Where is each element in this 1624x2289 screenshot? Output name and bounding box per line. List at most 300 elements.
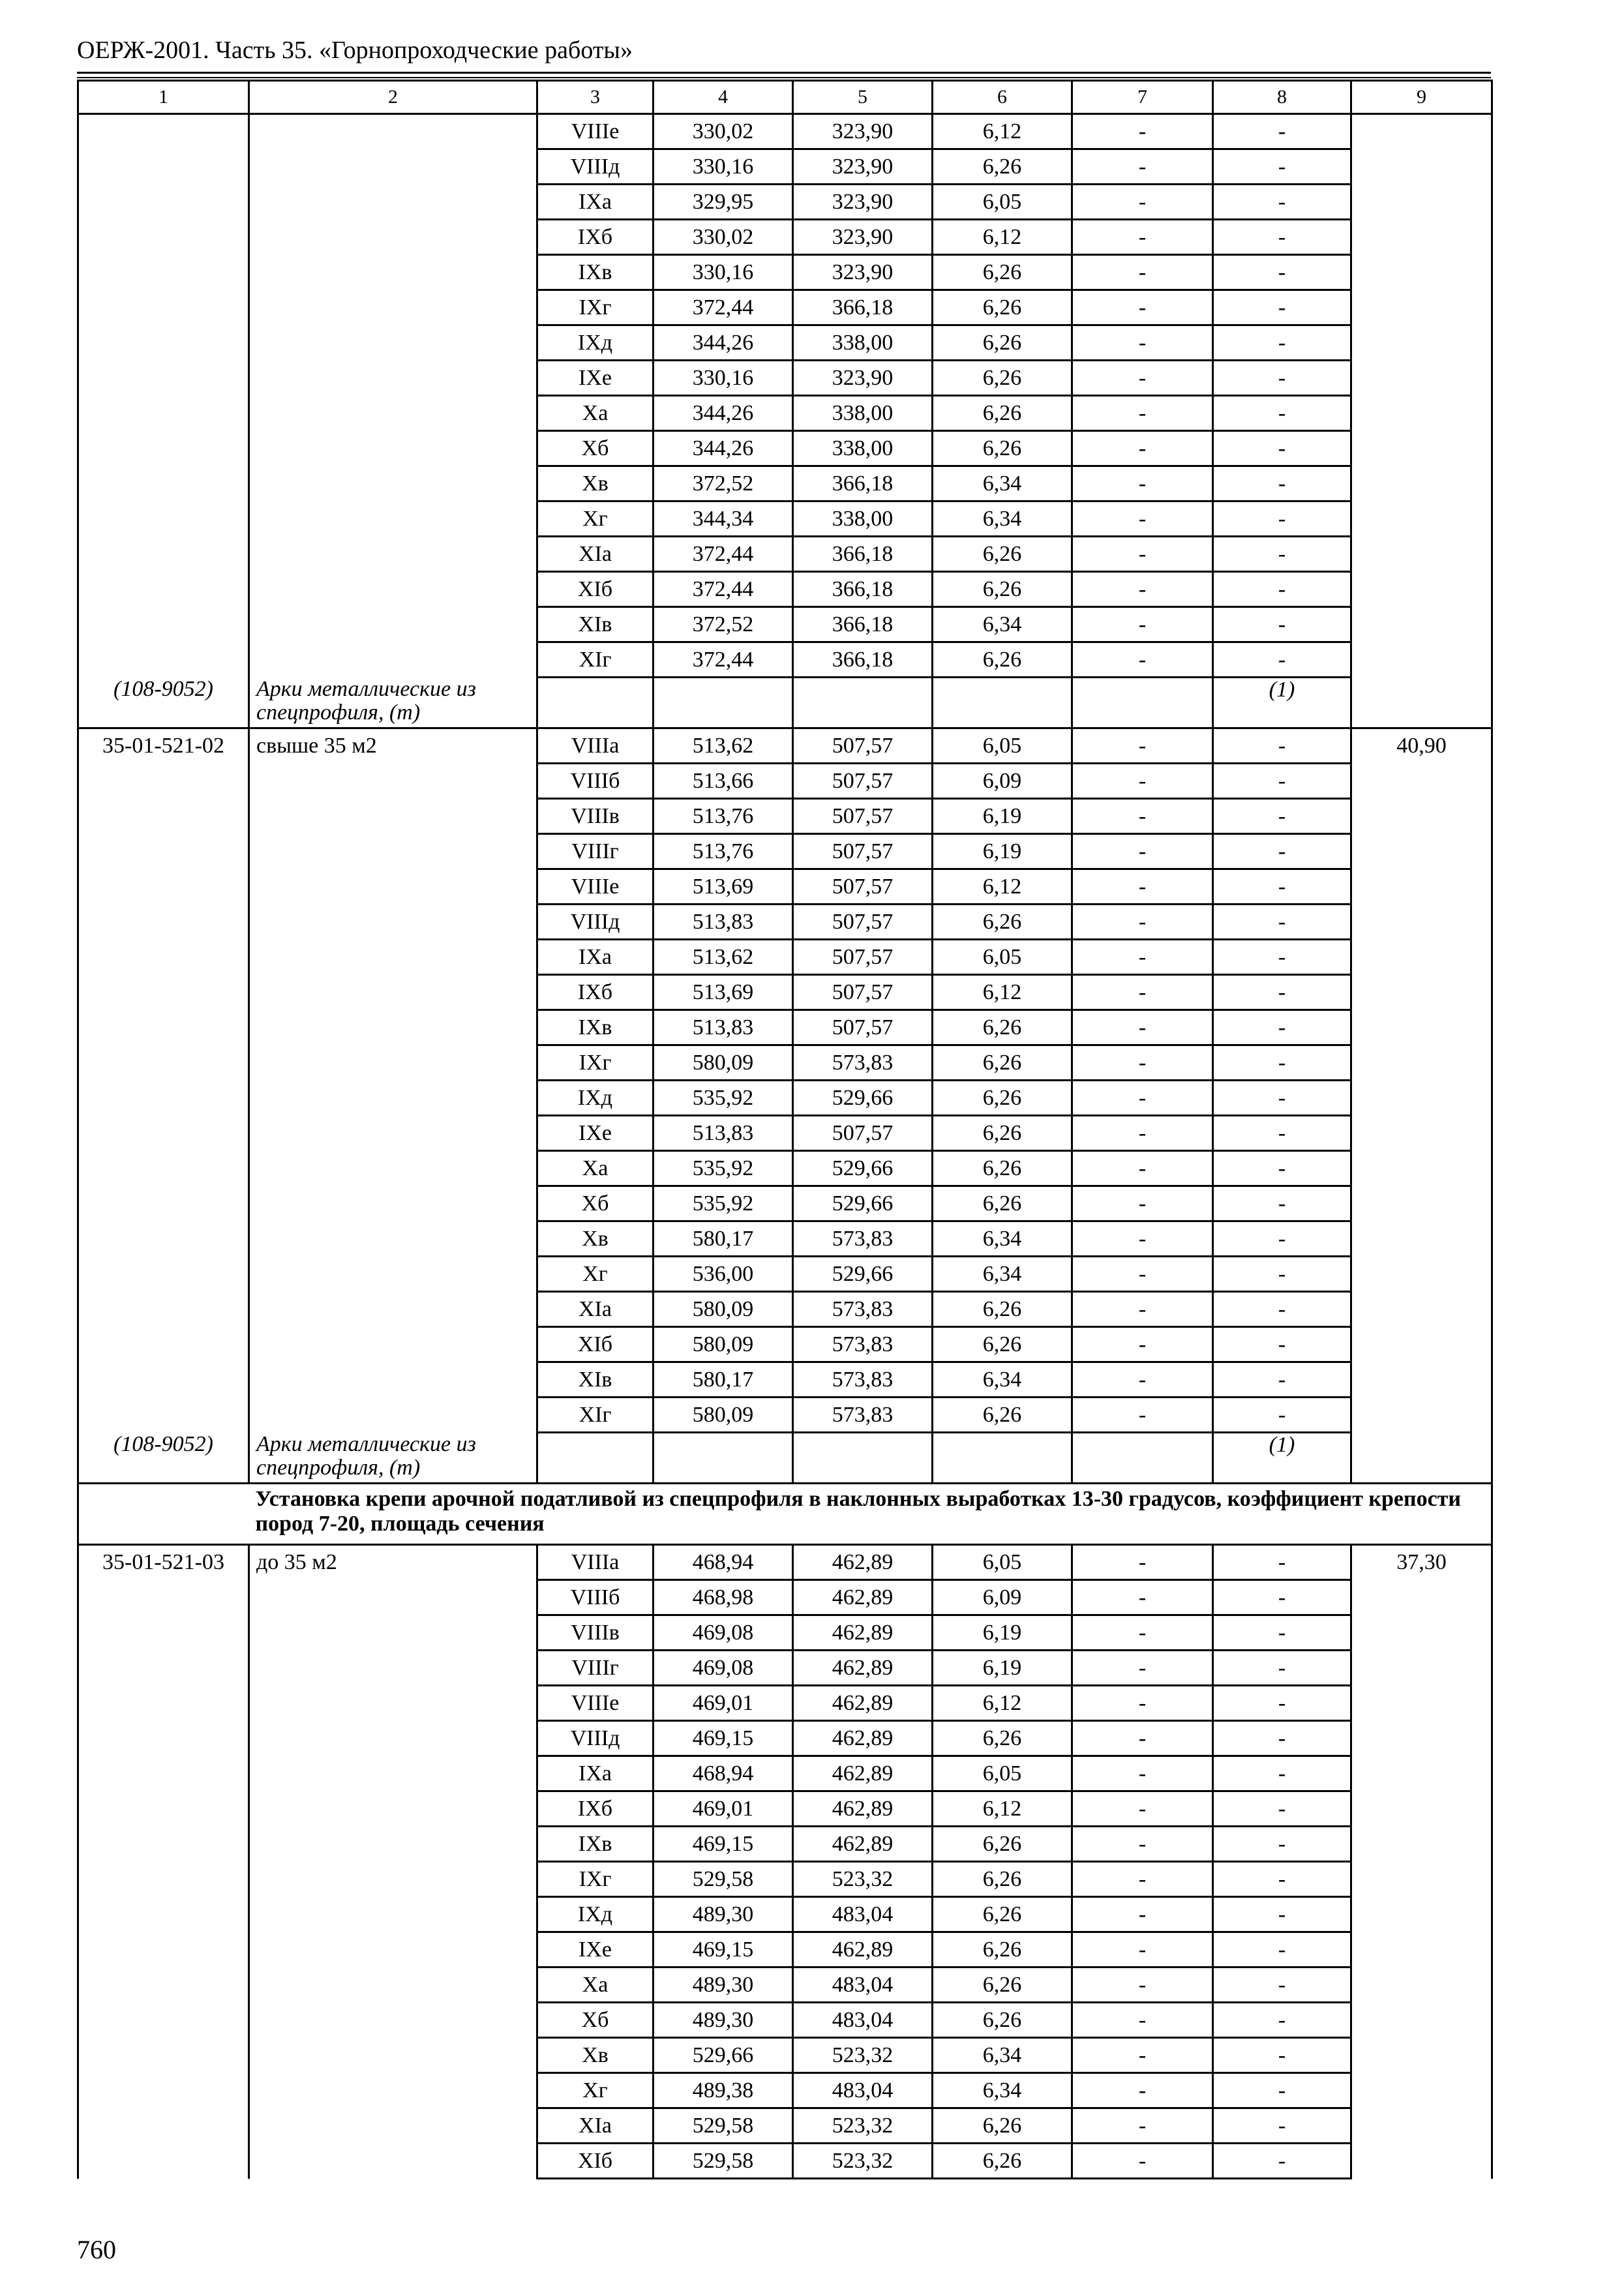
- class-cell: XIб: [537, 1327, 654, 1362]
- incl-wages-cell: -: [1072, 764, 1213, 799]
- incl-wages-cell: -: [1072, 1827, 1213, 1862]
- class-cell: XIа: [537, 537, 654, 572]
- wages-cell: 462,89: [793, 1545, 933, 1580]
- incl-wages-cell: -: [1072, 1686, 1213, 1721]
- class-cell: IXб: [537, 220, 654, 255]
- table-body: [78, 114, 1492, 2179]
- class-cell: XIб: [537, 2144, 654, 2179]
- machines-cell: 6,34: [933, 501, 1072, 537]
- column-header: 6: [933, 81, 1072, 114]
- class-cell: XIв: [537, 607, 654, 642]
- incl-wages-cell: -: [1072, 1721, 1213, 1756]
- incl-wages-cell: -: [1072, 2038, 1213, 2073]
- class-cell: Xг: [537, 1257, 654, 1292]
- machines-cell: 6,26: [933, 290, 1072, 325]
- class-cell: VIIIе: [537, 114, 654, 149]
- materials-cell: -: [1213, 1580, 1351, 1615]
- incl-wages-cell: -: [1072, 1292, 1213, 1327]
- column-header: 4: [654, 81, 793, 114]
- class-cell: Xа: [537, 1151, 654, 1186]
- machines-cell: 6,05: [933, 940, 1072, 975]
- total-cost-cell: 513,83: [654, 1116, 793, 1151]
- class-cell: XIб: [537, 572, 654, 607]
- incl-wages-cell: -: [1072, 572, 1213, 607]
- machines-cell: 6,26: [933, 905, 1072, 940]
- wages-cell: 462,89: [793, 1580, 933, 1615]
- materials-cell: -: [1213, 1116, 1351, 1151]
- incl-wages-cell: -: [1072, 1186, 1213, 1221]
- materials-cell: -: [1213, 1545, 1351, 1580]
- incl-wages-cell: -: [1072, 466, 1213, 501]
- total-cost-cell: 372,44: [654, 537, 793, 572]
- resource-empty-cell: [1072, 678, 1213, 728]
- machines-cell: 6,05: [933, 728, 1072, 764]
- total-cost-cell: 330,16: [654, 255, 793, 290]
- incl-wages-cell: -: [1072, 1362, 1213, 1398]
- machines-cell: 6,26: [933, 1862, 1072, 1897]
- resource-row: [78, 1433, 1492, 1484]
- total-cost-cell: 489,30: [654, 1967, 793, 2003]
- total-cost-cell: 580,09: [654, 1398, 793, 1433]
- machines-cell: 6,12: [933, 975, 1072, 1010]
- incl-wages-cell: -: [1072, 1010, 1213, 1045]
- class-cell: IXа: [537, 1756, 654, 1791]
- wages-cell: 462,89: [793, 1686, 933, 1721]
- total-cost-cell: 513,76: [654, 834, 793, 869]
- norm-code: 35-01-521-03: [78, 1545, 249, 2179]
- total-cost-cell: 580,17: [654, 1221, 793, 1257]
- machines-cell: 6,26: [933, 255, 1072, 290]
- incl-wages-cell: -: [1072, 1897, 1213, 1932]
- machines-cell: 6,26: [933, 1721, 1072, 1756]
- machines-cell: 6,19: [933, 1651, 1072, 1686]
- total-cost-cell: 469,08: [654, 1651, 793, 1686]
- machines-cell: 6,26: [933, 2108, 1072, 2144]
- materials-cell: -: [1213, 1186, 1351, 1221]
- materials-cell: -: [1213, 2038, 1351, 2073]
- machines-cell: 6,26: [933, 2003, 1072, 2038]
- wages-cell: 483,04: [793, 1897, 933, 1932]
- resource-code: (108-9052): [78, 1433, 249, 1484]
- incl-wages-cell: -: [1072, 869, 1213, 905]
- wages-cell: 573,83: [793, 1292, 933, 1327]
- wages-cell: 507,57: [793, 975, 933, 1010]
- wages-cell: 323,90: [793, 361, 933, 396]
- materials-cell: -: [1213, 537, 1351, 572]
- class-cell: IXв: [537, 255, 654, 290]
- total-cost-cell: 469,08: [654, 1615, 793, 1651]
- class-cell: IXе: [537, 1932, 654, 1967]
- machines-cell: 6,26: [933, 431, 1072, 466]
- wages-cell: 323,90: [793, 220, 933, 255]
- wages-cell: 338,00: [793, 501, 933, 537]
- wages-cell: 483,04: [793, 2003, 933, 2038]
- incl-wages-cell: -: [1072, 1116, 1213, 1151]
- materials-cell: -: [1213, 149, 1351, 185]
- total-cost-cell: 344,34: [654, 501, 793, 537]
- resource-empty-cell: [933, 678, 1072, 728]
- machines-cell: 6,26: [933, 1327, 1072, 1362]
- table-row: [78, 1545, 1492, 1580]
- wages-cell: 507,57: [793, 834, 933, 869]
- machines-cell: 6,19: [933, 834, 1072, 869]
- machines-cell: 6,34: [933, 2073, 1072, 2108]
- materials-cell: -: [1213, 1827, 1351, 1862]
- work-name: свыше 35 м2: [249, 728, 537, 1433]
- class-cell: XIа: [537, 1292, 654, 1327]
- column-header: 2: [249, 81, 537, 114]
- wages-cell: 523,32: [793, 2038, 933, 2073]
- wages-cell: 507,57: [793, 1116, 933, 1151]
- total-cost-cell: 469,01: [654, 1686, 793, 1721]
- class-cell: IXб: [537, 1791, 654, 1827]
- materials-cell: -: [1213, 1615, 1351, 1651]
- materials-cell: -: [1213, 290, 1351, 325]
- wages-cell: 462,89: [793, 1827, 933, 1862]
- column-header: 7: [1072, 81, 1213, 114]
- materials-cell: -: [1213, 396, 1351, 431]
- class-cell: VIIIв: [537, 799, 654, 834]
- total-cost-cell: 529,58: [654, 1862, 793, 1897]
- materials-cell: -: [1213, 1756, 1351, 1791]
- class-cell: IXа: [537, 940, 654, 975]
- incl-wages-cell: -: [1072, 1545, 1213, 1580]
- wages-cell: 366,18: [793, 642, 933, 678]
- total-cost-cell: 469,15: [654, 1932, 793, 1967]
- machines-cell: 6,26: [933, 1010, 1072, 1045]
- incl-wages-cell: -: [1072, 2108, 1213, 2144]
- class-cell: IXг: [537, 290, 654, 325]
- machines-cell: 6,26: [933, 1151, 1072, 1186]
- total-cost-cell: 468,98: [654, 1580, 793, 1615]
- materials-cell: -: [1213, 1151, 1351, 1186]
- materials-cell: -: [1213, 1862, 1351, 1897]
- column-header: 5: [793, 81, 933, 114]
- resource-value: (1): [1213, 678, 1351, 728]
- materials-cell: -: [1213, 1398, 1351, 1433]
- machines-cell: 6,26: [933, 642, 1072, 678]
- resource-empty-cell: [654, 1433, 793, 1484]
- incl-wages-cell: -: [1072, 114, 1213, 149]
- machines-cell: 6,26: [933, 1897, 1072, 1932]
- machines-cell: 6,34: [933, 2038, 1072, 2073]
- wages-cell: 507,57: [793, 799, 933, 834]
- column-header: 3: [537, 81, 654, 114]
- wages-cell: 573,83: [793, 1221, 933, 1257]
- incl-wages-cell: -: [1072, 220, 1213, 255]
- incl-wages-cell: -: [1072, 1221, 1213, 1257]
- incl-wages-cell: -: [1072, 2073, 1213, 2108]
- column-header: 8: [1213, 81, 1351, 114]
- machines-cell: 6,26: [933, 1398, 1072, 1433]
- wages-cell: 529,66: [793, 1186, 933, 1221]
- class-cell: IXб: [537, 975, 654, 1010]
- materials-cell: -: [1213, 1791, 1351, 1827]
- incl-wages-cell: -: [1072, 1151, 1213, 1186]
- wages-cell: 483,04: [793, 1967, 933, 2003]
- materials-cell: -: [1213, 361, 1351, 396]
- incl-wages-cell: -: [1072, 501, 1213, 537]
- total-cost-cell: 344,26: [654, 396, 793, 431]
- wages-cell: 323,90: [793, 255, 933, 290]
- materials-cell: -: [1213, 1081, 1351, 1116]
- header-rule: [77, 72, 1491, 74]
- incl-wages-cell: -: [1072, 642, 1213, 678]
- materials-cell: -: [1213, 1686, 1351, 1721]
- materials-cell: -: [1213, 1010, 1351, 1045]
- total-cost-cell: 580,09: [654, 1327, 793, 1362]
- resource-empty-cell: [1072, 1433, 1213, 1484]
- resource-value: (1): [1213, 1433, 1351, 1484]
- machines-cell: 6,34: [933, 1362, 1072, 1398]
- machines-cell: 6,19: [933, 1615, 1072, 1651]
- class-cell: Xв: [537, 2038, 654, 2073]
- wages-cell: 507,57: [793, 940, 933, 975]
- total-cost-cell: 468,94: [654, 1545, 793, 1580]
- class-cell: XIа: [537, 2108, 654, 2144]
- total-cost-cell: 535,92: [654, 1186, 793, 1221]
- machines-cell: 6,34: [933, 607, 1072, 642]
- incl-wages-cell: -: [1072, 1862, 1213, 1897]
- machines-cell: 6,12: [933, 220, 1072, 255]
- class-cell: Xб: [537, 431, 654, 466]
- class-cell: Xб: [537, 2003, 654, 2038]
- materials-cell: -: [1213, 185, 1351, 220]
- total-cost-cell: 513,83: [654, 905, 793, 940]
- class-cell: VIIIб: [537, 1580, 654, 1615]
- wages-cell: 462,89: [793, 1791, 933, 1827]
- incl-wages-cell: -: [1072, 396, 1213, 431]
- materials-cell: -: [1213, 1651, 1351, 1686]
- wages-cell: 483,04: [793, 2073, 933, 2108]
- header-rule-thin: [77, 77, 1491, 78]
- total-cost-cell: 529,58: [654, 2144, 793, 2179]
- machines-cell: 6,34: [933, 1221, 1072, 1257]
- machines-cell: 6,12: [933, 869, 1072, 905]
- machines-cell: 6,26: [933, 1186, 1072, 1221]
- materials-cell: -: [1213, 2144, 1351, 2179]
- materials-cell: -: [1213, 220, 1351, 255]
- incl-wages-cell: -: [1072, 940, 1213, 975]
- materials-cell: -: [1213, 501, 1351, 537]
- total-cost-cell: 329,95: [654, 185, 793, 220]
- total-cost-cell: 372,44: [654, 290, 793, 325]
- class-cell: VIIIа: [537, 728, 654, 764]
- incl-wages-cell: -: [1072, 1615, 1213, 1651]
- materials-cell: -: [1213, 572, 1351, 607]
- materials-cell: -: [1213, 1967, 1351, 2003]
- total-cost-cell: 580,09: [654, 1292, 793, 1327]
- wages-cell: 338,00: [793, 396, 933, 431]
- class-cell: VIIIв: [537, 1615, 654, 1651]
- incl-wages-cell: -: [1072, 1045, 1213, 1081]
- total-cost-cell: 513,69: [654, 975, 793, 1010]
- wages-cell: 366,18: [793, 537, 933, 572]
- total-cost-cell: 513,62: [654, 940, 793, 975]
- labor-cost: 37,30: [1351, 1545, 1492, 2179]
- machines-cell: 6,26: [933, 396, 1072, 431]
- wages-cell: 573,83: [793, 1398, 933, 1433]
- class-cell: Xб: [537, 1186, 654, 1221]
- incl-wages-cell: -: [1072, 361, 1213, 396]
- machines-cell: 6,05: [933, 1545, 1072, 1580]
- total-cost-cell: 344,26: [654, 325, 793, 361]
- total-cost-cell: 529,58: [654, 2108, 793, 2144]
- machines-cell: 6,05: [933, 1756, 1072, 1791]
- class-cell: IXв: [537, 1827, 654, 1862]
- machines-cell: 6,12: [933, 114, 1072, 149]
- wages-cell: 507,57: [793, 905, 933, 940]
- machines-cell: 6,19: [933, 799, 1072, 834]
- machines-cell: 6,26: [933, 2144, 1072, 2179]
- materials-cell: -: [1213, 834, 1351, 869]
- materials-cell: -: [1213, 1897, 1351, 1932]
- class-cell: IXе: [537, 1116, 654, 1151]
- wages-cell: 366,18: [793, 290, 933, 325]
- incl-wages-cell: -: [1072, 431, 1213, 466]
- class-cell: IXд: [537, 1897, 654, 1932]
- class-cell: Xа: [537, 1967, 654, 2003]
- machines-cell: 6,26: [933, 537, 1072, 572]
- norm-code: [78, 114, 249, 678]
- class-cell: VIIIе: [537, 869, 654, 905]
- wages-cell: 507,57: [793, 869, 933, 905]
- class-cell: Xг: [537, 501, 654, 537]
- total-cost-cell: 513,83: [654, 1010, 793, 1045]
- wages-cell: 573,83: [793, 1327, 933, 1362]
- total-cost-cell: 330,16: [654, 149, 793, 185]
- materials-cell: -: [1213, 1257, 1351, 1292]
- materials-cell: -: [1213, 940, 1351, 975]
- total-cost-cell: 513,76: [654, 799, 793, 834]
- materials-cell: -: [1213, 764, 1351, 799]
- total-cost-cell: 469,15: [654, 1827, 793, 1862]
- materials-cell: -: [1213, 905, 1351, 940]
- class-cell: VIIIд: [537, 149, 654, 185]
- page-header: ОЕРЖ-2001. Часть 35. «Горнопроходческие работы»: [77, 37, 633, 64]
- total-cost-cell: 580,17: [654, 1362, 793, 1398]
- total-cost-cell: 489,30: [654, 1897, 793, 1932]
- incl-wages-cell: -: [1072, 290, 1213, 325]
- machines-cell: 6,26: [933, 1932, 1072, 1967]
- resource-empty-cell: [537, 1433, 654, 1484]
- column-header: 9: [1351, 81, 1492, 114]
- incl-wages-cell: -: [1072, 2003, 1213, 2038]
- incl-wages-cell: -: [1072, 255, 1213, 290]
- wages-cell: 529,66: [793, 1257, 933, 1292]
- materials-cell: -: [1213, 2108, 1351, 2144]
- incl-wages-cell: -: [1072, 1967, 1213, 2003]
- total-cost-cell: 535,92: [654, 1151, 793, 1186]
- class-cell: Xг: [537, 2073, 654, 2108]
- total-cost-cell: 330,16: [654, 361, 793, 396]
- machines-cell: 6,12: [933, 1686, 1072, 1721]
- wages-cell: 338,00: [793, 431, 933, 466]
- resource-name: Арки металлические из спецпрофиля, (т): [249, 678, 537, 728]
- materials-cell: -: [1213, 728, 1351, 764]
- total-cost-cell: 330,02: [654, 114, 793, 149]
- page-number: 760: [77, 2235, 116, 2264]
- table-row: [78, 728, 1492, 764]
- incl-wages-cell: -: [1072, 975, 1213, 1010]
- class-cell: XIг: [537, 642, 654, 678]
- materials-cell: -: [1213, 642, 1351, 678]
- materials-cell: -: [1213, 607, 1351, 642]
- machines-cell: 6,26: [933, 325, 1072, 361]
- total-cost-cell: 489,30: [654, 2003, 793, 2038]
- machines-cell: 6,09: [933, 764, 1072, 799]
- wages-cell: 507,57: [793, 728, 933, 764]
- incl-wages-cell: -: [1072, 834, 1213, 869]
- class-cell: Xв: [537, 1221, 654, 1257]
- work-name: [249, 114, 537, 678]
- class-cell: VIIIб: [537, 764, 654, 799]
- materials-cell: -: [1213, 466, 1351, 501]
- materials-cell: -: [1213, 325, 1351, 361]
- materials-cell: -: [1213, 1932, 1351, 1967]
- materials-cell: -: [1213, 1721, 1351, 1756]
- incl-wages-cell: -: [1072, 1257, 1213, 1292]
- machines-cell: 6,34: [933, 1257, 1072, 1292]
- total-cost-cell: 536,00: [654, 1257, 793, 1292]
- materials-cell: -: [1213, 1045, 1351, 1081]
- total-cost-cell: 580,09: [654, 1045, 793, 1081]
- norm-code: 35-01-521-02: [78, 728, 249, 1433]
- materials-cell: -: [1213, 799, 1351, 834]
- machines-cell: 6,26: [933, 361, 1072, 396]
- wages-cell: 523,32: [793, 1862, 933, 1897]
- machines-cell: 6,26: [933, 1045, 1072, 1081]
- materials-cell: -: [1213, 2003, 1351, 2038]
- resource-code: (108-9052): [78, 678, 249, 728]
- wages-cell: 529,66: [793, 1081, 933, 1116]
- materials-cell: -: [1213, 1362, 1351, 1398]
- class-cell: IXе: [537, 361, 654, 396]
- total-cost-cell: 513,69: [654, 869, 793, 905]
- class-cell: IXг: [537, 1045, 654, 1081]
- wages-cell: 573,83: [793, 1362, 933, 1398]
- total-cost-cell: 372,44: [654, 642, 793, 678]
- materials-cell: -: [1213, 255, 1351, 290]
- section-code-cell: [78, 1484, 249, 1545]
- total-cost-cell: 372,52: [654, 466, 793, 501]
- materials-cell: -: [1213, 1327, 1351, 1362]
- total-cost-cell: 468,94: [654, 1756, 793, 1791]
- machines-cell: 6,26: [933, 1827, 1072, 1862]
- incl-wages-cell: -: [1072, 799, 1213, 834]
- wages-cell: 366,18: [793, 572, 933, 607]
- total-cost-cell: 344,26: [654, 431, 793, 466]
- materials-cell: -: [1213, 431, 1351, 466]
- wages-cell: 462,89: [793, 1721, 933, 1756]
- resource-empty-cell: [537, 678, 654, 728]
- wages-cell: 523,32: [793, 2108, 933, 2144]
- column-header: 1: [78, 81, 249, 114]
- class-cell: VIIIа: [537, 1545, 654, 1580]
- wages-cell: 462,89: [793, 1932, 933, 1967]
- wages-cell: 507,57: [793, 1010, 933, 1045]
- wages-cell: 529,66: [793, 1151, 933, 1186]
- class-cell: IXд: [537, 1081, 654, 1116]
- incl-wages-cell: -: [1072, 728, 1213, 764]
- total-cost-cell: 469,15: [654, 1721, 793, 1756]
- incl-wages-cell: -: [1072, 325, 1213, 361]
- section-title-row: [78, 1484, 1492, 1545]
- wages-cell: 507,57: [793, 764, 933, 799]
- total-cost-cell: 513,66: [654, 764, 793, 799]
- class-cell: VIIIг: [537, 834, 654, 869]
- total-cost-cell: 513,62: [654, 728, 793, 764]
